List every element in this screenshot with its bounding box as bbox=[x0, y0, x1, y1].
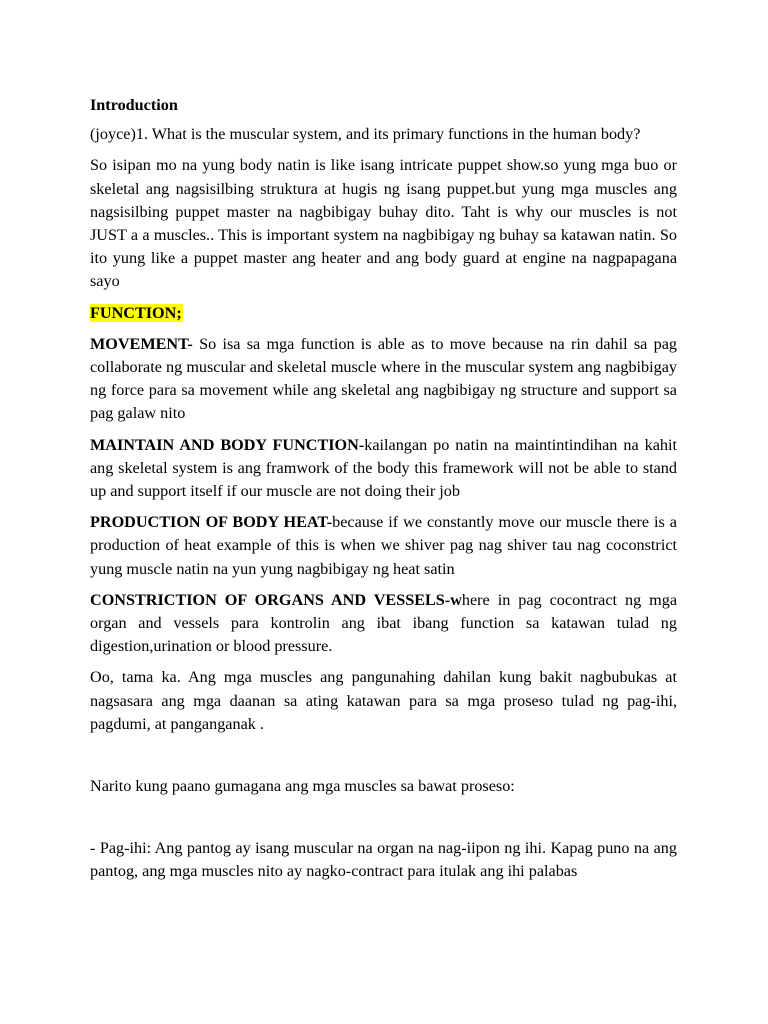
narito-paragraph: Narito kung paano gumagana ang mga muscles sa bawat proseso: bbox=[90, 777, 515, 796]
function-text: because if we constantly move our muscle there is a production of heat example of this is when we shiver pag nag shiver tau nag coconstrict yung muscle natin na yun yung nagbibigay ng heat satin bbox=[90, 513, 677, 578]
function-constriction bbox=[90, 589, 677, 659]
intro-paragraph: So isipan mo na yung body natin is like isang intricate puppet show.so yung mga buo or skeletal ang nagsisilbing struktura at hugis ng isang puppet.but yung mga muscles ang nagsisilbing puppet master na nagbibigay buhay dito. Taht is why our muscles is not JUST a a muscles.. This is important system na nagbibigay ng buhay sa katawan natin. So ito yung like a puppet master ang heater and ang body guard at engine na nagpapagana sayo bbox=[90, 156, 677, 291]
function-text: kailangan po natin na maintintindihan na kahit ang skeletal system is ang framwork of the body this framework will not be able to stand up and support itself if our muscle are not doing their job bbox=[90, 435, 677, 501]
function-heading: FUNCTION; bbox=[90, 303, 182, 322]
function-maintain bbox=[90, 434, 677, 504]
function-term: MAINTAIN AND BODY FUNCTION- bbox=[90, 435, 365, 454]
function-text: here in pag cocontract ng mga organ and vessels para kontrolin ang ibat ibang function sa katawan tulad ng digestion,urination or blood pressure. bbox=[90, 590, 678, 656]
blank-line bbox=[90, 806, 677, 837]
pag-ihi-paragraph: - Pag-ihi: Ang pantog ay isang muscular na organ na nag-iipon ng ihi. Kapag puno na ang pantog, ang mga muscles nito ay nagko-contract para itulak ang ihi palabas bbox=[90, 839, 677, 881]
question-paragraph: (joyce)1. What is the muscular system, and its primary functions in the human body? bbox=[90, 125, 641, 144]
oo-paragraph: Oo, tama ka. Ang mga muscles ang pangunahing dahilan kung bakit nagbubukas at nagsasara ang mga daanan sa ating katawan para sa mga proseso tulad ng pag-ihi, pagdumi, at panganganak . bbox=[90, 668, 677, 733]
function-term: MOVEMENT- bbox=[90, 334, 193, 353]
blank-line bbox=[90, 744, 677, 775]
function-term: CONSTRICTION OF ORGANS AND VESSELS-w bbox=[90, 590, 462, 609]
function-text: So isa sa mga function is able as to move because na rin dahil sa pag collaborate ng muscular and skeletal muscle where in the muscular system ang nagbibigay ng force para sa movement while ang skeletal ang nagbibigay ng structure and support sa pag galaw nito bbox=[90, 334, 677, 423]
function-movement bbox=[90, 333, 677, 426]
function-heading-paragraph bbox=[90, 302, 677, 325]
function-body-heat bbox=[90, 511, 677, 581]
function-term: PRODUCTION OF BODY HEAT- bbox=[90, 513, 333, 532]
document-title: Introduction bbox=[90, 96, 178, 114]
document-page bbox=[90, 94, 677, 892]
